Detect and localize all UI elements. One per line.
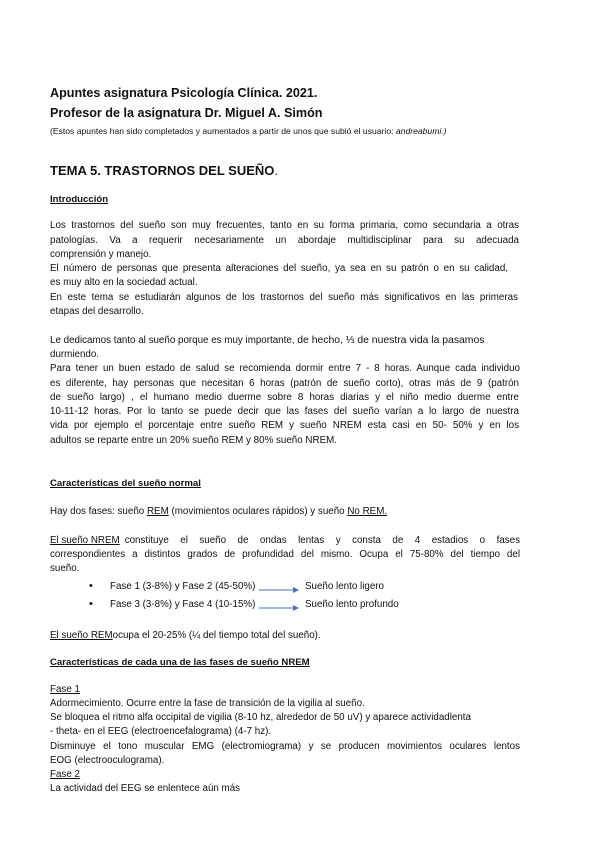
rem-rest: ocupa el 20-25% (¼ del tiempo total del sueño). [112, 630, 321, 641]
intro-line-2: patologías. Va a requerir necesariamente un abordaje multidisciplinar para su adecuada [50, 235, 519, 246]
intro-line-6: En este tema se estudiarán algunos de los trastornos del sueño más significativos en las primeras [50, 292, 518, 303]
nrem-line-1 [50, 534, 520, 548]
intro-p3-line-2: es diferente, hay personas que necesitan 6 horas (patrón de sueño corto), otras más de 9 (patrón [50, 378, 519, 389]
header-professor: Profesor de la asignatura Dr. Miguel A. Simón [50, 106, 323, 120]
intro-p2-line-2: durmiendo. [50, 349, 100, 360]
bullet-1-text: Fase 1 (3-8%) y Fase 2 (45-50%) [110, 581, 256, 592]
normal-fases-b: (movimientos oculares rápidos) y sueño [171, 506, 345, 517]
tema-title [50, 163, 278, 178]
rem-line [50, 629, 321, 643]
header-note-text: (Estos apuntes han sido completados y aumentados a partir de unos que subió el usuario: [50, 126, 394, 136]
fase1-line-2: Se bloquea el ritmo alfa occipital de vigilia (8-10 hz, alrededor de 50 uV) y aparece actividadlenta [50, 712, 471, 723]
header-title: Apuntes asignatura Psicología Clínica. 2021. [50, 86, 318, 100]
normal-fases-line [50, 505, 387, 519]
intro-p3-line-5: vida por ejemplo el porcentaje entre sueño REM y sueño NREM esta casi en 50- 50% y en los [50, 420, 519, 431]
normal-fases-rem: REM [146, 506, 169, 517]
tema-title-period: . [274, 163, 279, 178]
intro-p2-part-a: Le dedicamos tanto al sueño porque es muy importante, [50, 335, 295, 346]
bullet-2-text: Fase 3 (3-8%) y Fase 4 (10-15%) [110, 599, 256, 610]
fase2-title: Fase 2 [50, 769, 80, 780]
fase1-line-3: - theta- en el EEG (electroencefalograma) (4-7 hz). [50, 726, 272, 737]
nrem-line-3: sueño. [50, 563, 80, 574]
normal-fases-nrem: No REM. [347, 506, 388, 517]
intro-line-4: El número de personas que presenta alteraciones del sueño, ya sea en su patrón o en su calidad, [50, 263, 508, 274]
intro-p3-line-6: adultos se reparte entre un 20% sueño REM y 80% sueño NREM. [50, 435, 337, 446]
bullet-1-result: Sueño lento ligero [305, 581, 384, 592]
intro-line-7: etapas del desarrollo. [50, 306, 144, 317]
fase1-line-1: Adormecimiento. Ocurre entre la fase de transición de la vigilia al sueño. [50, 698, 365, 709]
nrem-line-1-rest: constituye el sueño de ondas lentas y consta de 4 estadios o fases [124, 535, 520, 546]
nrem-intro: El sueño NREM [50, 535, 120, 546]
intro-p3-line-3: de sueño largo) , el humano medio duerme sobre 8 horas diarias y el niño medio duerme entre [50, 392, 519, 403]
intro-p3-line-4: 10-11-12 horas. Por lo tanto se puede decir que las fases del sueño varían a lo largo de nuestra [50, 406, 519, 417]
intro-line-5: es muy alto en la sociedad actual. [50, 277, 198, 288]
rem-intro: El sueño REM [50, 630, 113, 641]
nrem-line-2: correspondientes a distintos grados de profundidad del mismo. Ocupa el 75-80% del tiempo del [50, 549, 520, 560]
header-note [50, 126, 447, 136]
intro-p2-line-1 [50, 334, 484, 348]
bullet-1-dot: • [89, 580, 93, 592]
intro-heading: Introducción [50, 194, 109, 205]
bullet-1-arrow-icon [259, 586, 299, 594]
intro-p3-line-1: Para tener un buen estado de salud se recomienda dormir entre 7 - 8 horas. Aunque cada individuo [50, 363, 520, 374]
normal-fases-a: Hay dos fases: sueño [50, 506, 145, 517]
bullet-2-result: Sueño lento profundo [305, 599, 399, 610]
header-note-user: andreabumi.) [395, 126, 447, 136]
fase1-line-5: EOG (electrooculograma). [50, 755, 165, 766]
tema-title-text: TEMA 5. TRASTORNOS DEL SUEÑO [50, 163, 275, 178]
normal-heading: Características del sueño normal [50, 478, 201, 489]
fase1-line-4: Disminuye el tono muscular EMG (electromiograma) y se producen movimientos oculares lentos [50, 741, 520, 752]
fase1-title: Fase 1 [50, 684, 80, 695]
intro-line-3: comprensión y manejo. [50, 249, 152, 260]
phases-heading: Características de cada una de las fases de sueño NREM [50, 657, 310, 668]
intro-p2-part-b: de hecho, ⅓ de nuestra vida la pasamos [297, 335, 485, 346]
bullet-2-arrow-icon [259, 604, 299, 612]
intro-line-1: Los trastornos del sueño son muy frecuentes, tanto en su forma primaria, como secundaria a otras [50, 220, 519, 231]
fase2-line-1: La actividad del EEG se enlentece aún más [50, 783, 241, 794]
bullet-2-dot: • [89, 598, 93, 610]
